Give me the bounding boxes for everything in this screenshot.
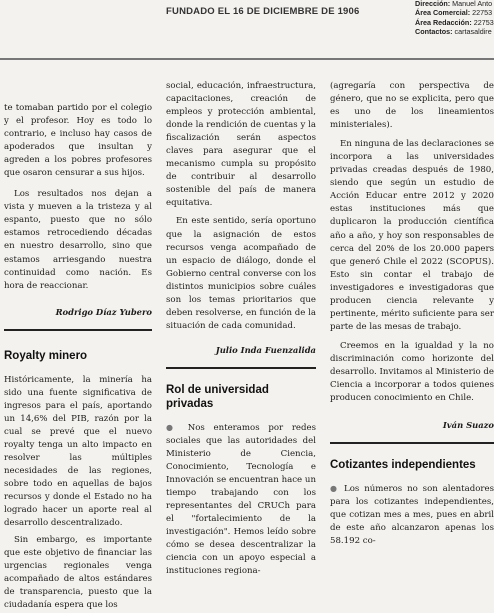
letter-paragraph: (agregaría con perspectiva de género, que no se explicita, pero que es uno de los lineamientos ministeriales). bbox=[330, 81, 494, 131]
letter-paragraph: En ninguna de las declaraciones se incorpora a las universidades privadas creadas después de 1980, siendo que según un estudio de Acción Educar entre 2012 y 2020 estas instituciones más que duplicaron la producción científica año a año, y hoy son responsables de cerca del 20% de los 20.000 papers que generó Chile el 2022 (SCOPUS). Esto sin contar el trabajo de investigadores e investigadoras que producen ciencia relevante y pertinente, mérito suficiente para ser parte de las mesas de trabajo. bbox=[330, 139, 494, 332]
section-heading: Cotizantes independientes bbox=[330, 459, 476, 472]
bullet-icon: ● bbox=[330, 484, 340, 494]
letter-paragraph: te tomaban partido por el colegio y el profesor. Hoy es todo lo contrario, e incluso hay casos de apoderados que insultan y agreden a los pobres profesores que osaron censurar a sus hijos. bbox=[4, 103, 152, 179]
column-2 bbox=[166, 60, 317, 577]
letter-paragraph: ● Los números no son alentadores para los cotizantes independientes, que cotizan mes a mes, pues en abril de este año alcanzaron apenas los 58.192 co- bbox=[330, 484, 494, 547]
section-rule bbox=[330, 442, 494, 444]
section-heading: Rol de universidad privadas bbox=[166, 383, 269, 410]
section-heading: Royalty minero bbox=[4, 349, 88, 362]
bullet-icon: ● bbox=[166, 422, 179, 432]
info-redaccion: Área Redacción: 22753 bbox=[415, 17, 494, 27]
info-comercial: Área Comercial: 22753 bbox=[415, 8, 493, 18]
info-contactos: Contactos: cartasaldire bbox=[415, 27, 492, 37]
letter-signature: Iván Suazo bbox=[442, 420, 494, 431]
letter-paragraph: Históricamente, la minería ha sido una fuente significativa de ingresos para el país, aportando un 14,6% del PIB, razón por la cual se prevé que el nuevo royalty tenga un alto impacto en resolver las múltiples necesidades de las regiones, sobre todo en aquellas de bajos recursos y donde el Estado no ha logrado hacer un aporte real al desarrollo descentralizado. bbox=[4, 374, 152, 529]
letter-paragraph: En este sentido, sería oportuno que la asignación de estos recursos venga acompañado de un espacio de diálogo, donde el Gobierno central converse con los distintos municipios sobre cuáles son los temas prioritarios que deben resolverse, en función de la situación de cada comunidad. bbox=[166, 216, 316, 331]
letter-signature: Julio Inda Fuenzalida bbox=[215, 344, 316, 355]
letter-paragraph: ● Nos enteramos por redes sociales que las autoridades del Ministerio de Ciencia, Conocimiento, Tecnología e Innovación se encuentran hace un tiempo trabajando con los representantes del CRUCh para el "fortalecimiento de la investigación". Hemos leído sobre cómo se desea descentralizar la ciencia con un apoyo especial a instituciones regiona- bbox=[166, 422, 317, 577]
masthead bbox=[0, 0, 494, 60]
letter-paragraph: social, educación, infraestructura, capacitaciones, creación de empleos y protección ambiental, donde la rendición de cuentas y la fiscalización serán aspectos claves para asegurar que el mecanismo cumpla su propósito de contribuir al desarrollo sostenible del país de manera equitativa. bbox=[166, 81, 316, 209]
founded-line: FUNDADO EL 16 DE DICIEMBRE DE 1906 bbox=[166, 6, 360, 17]
letter-paragraph: Creemos en la igualdad y la no discriminación como horizonte del desarrollo. Invitamos al Ministerio de Ciencia a incorporar a todos quienes producen conocimiento en Chile. bbox=[330, 340, 494, 404]
column-1 bbox=[0, 60, 152, 611]
letter-signature: Rodrigo Díaz Yubero bbox=[55, 306, 152, 317]
letter-paragraph: Sin embargo, es importante que este objetivo de financiar las urgencias regionales venga acompañado de altos estándares de transparencia, puesto que la ciudadanía espera que los bbox=[4, 535, 152, 611]
contact-info bbox=[415, 0, 494, 37]
section-rule bbox=[166, 367, 316, 369]
letter-paragraph: Los resultados nos dejan a vista y mueven a la tristeza y al espanto, puesto que no sólo estamos retrocediendo décadas en nuestro desarrollo, sino que estamos arriesgando nuestra continuidad como nación. Es hora de reaccionar. bbox=[4, 189, 152, 291]
section-rule bbox=[4, 329, 152, 331]
column-3 bbox=[330, 60, 494, 547]
info-direccion: Dirección: Manuel Anto bbox=[415, 0, 493, 8]
